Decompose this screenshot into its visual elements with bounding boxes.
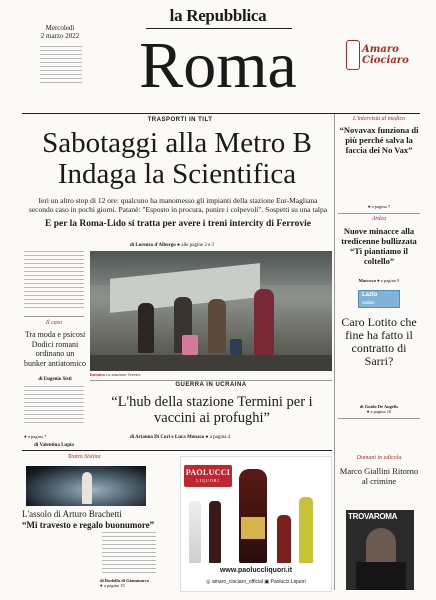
left-headline[interactable]: Tra moda e psicosi Dodici romani ordinano un bunker antiatomico [24, 330, 86, 368]
photo-caption-lead: Dolomo [90, 372, 105, 377]
right-byline-3 [338, 404, 420, 414]
right-ref-3: ● a pagina 18 [366, 409, 392, 414]
main-headline-2[interactable]: Indaga la Scientifica [57, 158, 297, 190]
cover-body [356, 562, 406, 590]
theatre-body-text [102, 532, 156, 576]
paolucci-sub: LIQUORI [196, 478, 220, 483]
header-rule [22, 113, 420, 114]
ukraine-headline[interactable]: “L'hub della stazione Termini per i vaccini ai profughi” [111, 394, 313, 426]
right-ref-1: ● a pagina 7 [367, 204, 391, 209]
main-byline [130, 243, 300, 248]
person-1 [138, 303, 154, 353]
ukraine-author: di Arianna Di Cori e Luca Monaco [130, 435, 205, 440]
bottle-1-icon [189, 501, 201, 563]
theatre-headline-2[interactable]: “Mi travesto e regalo buonumore” [22, 520, 155, 530]
right-rule-3 [338, 418, 420, 419]
left-ref: ● a pagina 7 [24, 434, 47, 439]
theatre-author: di Rodolfo di Giammarco [100, 578, 150, 583]
paolucci-social [181, 579, 331, 585]
bottle-5-icon [299, 497, 313, 563]
left-rule [24, 316, 84, 317]
theatre-photo [26, 466, 146, 506]
person-4 [254, 289, 274, 355]
right-author-3: di Guido De Angelis [359, 404, 399, 409]
ad-brand-logo: Amaro Ciociaro [362, 44, 409, 66]
platform-floor [90, 355, 332, 371]
paolucci-logo [184, 465, 232, 487]
theatre-byline [100, 578, 180, 588]
right-headline-3[interactable]: Caro Lotito che fine ha fatto il contratto di Sarri? [341, 315, 417, 368]
left-byline-2: di Valentina Lupia [34, 443, 74, 448]
left-byline: di Eugenio Sisti [38, 377, 72, 382]
right-ref-2: ● a pagina 9 [376, 278, 400, 283]
photo-caption [90, 372, 332, 377]
right-headline-4[interactable]: Marco Giallini Ritorno al crimine [339, 466, 419, 486]
luggage-1 [182, 335, 198, 355]
paper-title: la Repubblica [169, 6, 267, 25]
paolucci-brand: PAOLUCCI [185, 468, 231, 477]
theatre-rubric: Teatro Sistina [67, 454, 101, 460]
ukraine-byline [130, 435, 320, 440]
right-column-divider [334, 114, 335, 590]
ukraine-ref: ● a pagina 4 [205, 435, 231, 440]
ad-paolucci[interactable] [180, 456, 332, 592]
theatre-headline-1[interactable]: L'assolo di Arturo Brachetti [22, 509, 122, 519]
lazio-badge[interactable] [358, 290, 400, 308]
main-lead-text [24, 251, 84, 311]
lazio-sub: Salute [362, 300, 375, 305]
bottle-3-label [241, 517, 265, 539]
main-headline-1[interactable]: Sabotaggi alla Metro B [42, 127, 312, 159]
luggage-2 [230, 339, 242, 355]
left-body-text [24, 386, 84, 426]
social-1: amaro_ciociaro_official [211, 579, 263, 585]
main-summary: Ieri un altro stop di 12 ore: qualcuno ha manomesso gli impianti della stazione Eur-Magliana secondo caso in pochi giorni. Patanè: "Esposto in procura, punire i colpevoli". Sospetti su una talpa [28, 196, 328, 214]
legal-info-block [40, 46, 82, 86]
right-rubric-4: Domani in edicola [356, 455, 402, 461]
right-headline-2[interactable]: Nuove minacce alla tredicenne bullizzata “Ti piantiamo il coltello” [341, 226, 417, 266]
date-day: Mercoledì [45, 24, 75, 32]
date: 2 marzo 2022 [40, 32, 80, 40]
social-2: Paolucci Liquori [270, 579, 306, 585]
byline-author: di Lorenzo d'Albergo [130, 243, 176, 248]
right-rubric-1: L'intervista al medico [352, 116, 406, 122]
photo-caption-text: La stazione Termini [106, 372, 141, 377]
edition-title: Roma [139, 29, 297, 102]
right-byline-2 [338, 278, 420, 283]
ad-top-amaro[interactable] [346, 38, 416, 72]
facebook-icon: ▣ [264, 579, 271, 585]
bottle-3-icon [239, 469, 267, 563]
left-rubric: Il caso [45, 320, 63, 326]
right-rule-1 [338, 213, 420, 214]
person-3 [208, 299, 226, 353]
bottle-2-icon [209, 501, 221, 563]
main-subhead: E per la Roma-Lido si tratta per avere i treni intercity di Ferrovie [45, 219, 311, 229]
right-author-2: Marcova [358, 278, 376, 283]
trovaroma-cover[interactable] [346, 510, 414, 590]
ukraine-rule [90, 380, 332, 381]
theatre-ref: ● a pagina 15 [100, 583, 125, 588]
byline-ref: ● alle pagine 2 e 3 [177, 243, 215, 248]
trovaroma-title: TROVAROMA [348, 512, 398, 521]
bottle-4-icon [277, 515, 291, 563]
instagram-icon: ◎ [206, 579, 212, 585]
main-photo [90, 251, 332, 371]
ukraine-kicker: GUERRA IN UCRAINA [175, 382, 247, 388]
right-rubric-2: Ardea [371, 216, 387, 222]
bottom-rule [22, 450, 332, 451]
right-quote[interactable]: “Novavax funziona di più perché salva la faccia dei No Vax” [339, 125, 419, 155]
lazio-label: Lazio [362, 292, 378, 298]
main-kicker: TRASPORTI IN TILT [147, 117, 213, 123]
paolucci-url[interactable]: www.paoluccliquori.it [219, 567, 293, 574]
performer [82, 472, 92, 504]
ad-bottle-icon [346, 40, 360, 70]
